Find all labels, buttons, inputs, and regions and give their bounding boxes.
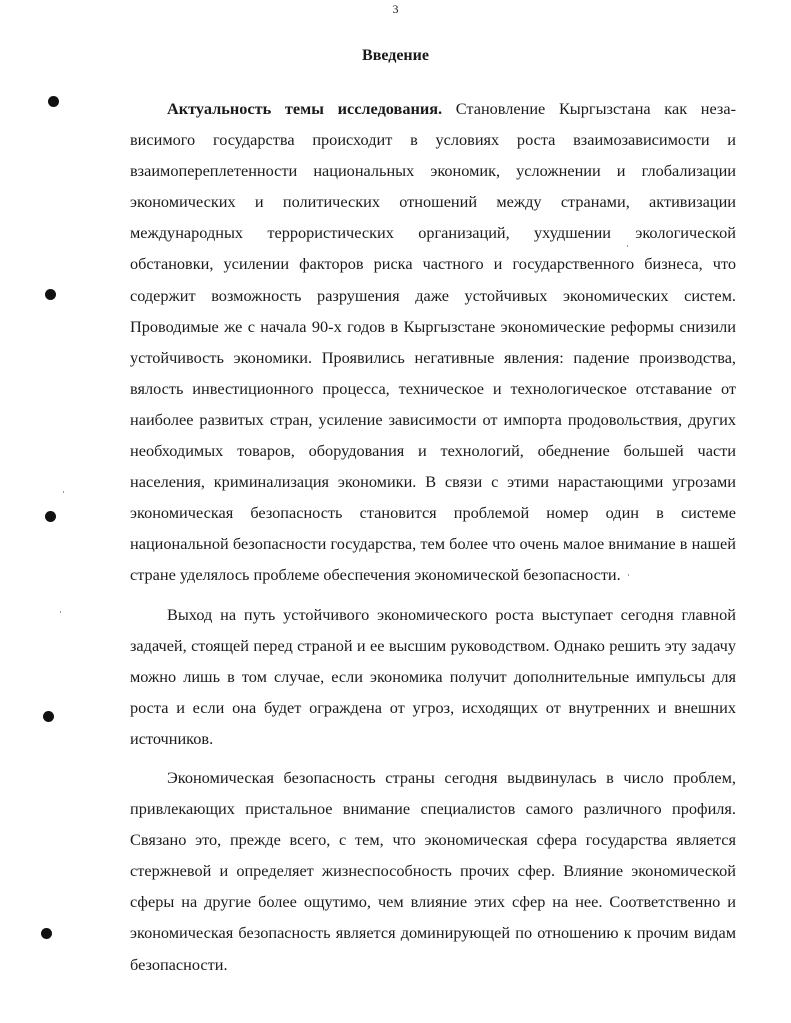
paragraph-text: Становление Кыргызстана как независимого государства происходит в условиях роста взаимозависимости и взаимопереплетенности национальных экономик, усложнении и глобализации экономических и политических отношений между странами, активизации международных террористических организаций, ухудшении экологической обстановки, усилении факторов риска частного и государственного бизнеса, что содержит возможность разрушения даже устойчивых экономических систем. Проводимые же с начала 90-х годов в Кыргызстане экономические реформы снизили устойчивость экономики. Проявились негативные явления: падение производства, вялость инвестиционного процесса, техническое и технологическое отставание от наиболее развитых стран, усиление зависимости от импорта продовольствия, других необходимых товаров, оборудования и технологий, обеднение большей части населения, криминализация экономики. В связи с этими нарастающими угрозами экономическая безопасность становится проблемой номер один в системе национальной безопасности государства, тем более что очень малое внимание в нашей стране уделялось проблеме обеспечения экономической безопасности.: [130, 99, 736, 585]
paragraph-text: Экономическая безопасность страны сегодня выдвинулась в число проблем, привлекающих пристальное внимание специалистов самого различного профиля. Связано это, прежде всего, с тем, что экономическая сфера государства является стержневой и определяет жизнеспособность прочих сфер. Влияние экономической сферы на другие более ощутимо, чем влияние этих сфер на нее. Соответственно и экономическая безопасность является доминирующей по отношению к прочим видам безопасности.: [130, 767, 736, 974]
paragraph-growth: [130, 599, 736, 754]
punch-hole-icon: [48, 96, 59, 107]
paragraph-text: Выход на путь устойчивого экономического роста выступает сегодня главной задачей, стоящей перед страной и ее высшим руководством. Однако решить эту задачу можно лишь в том случае, если экономика получит дополнительные импульсы для роста и если она будет ограждена от угроз, исходящих от внутренних и внешних источников.: [130, 604, 736, 748]
paragraph-relevance: [130, 93, 736, 591]
punch-hole-icon: [45, 289, 56, 300]
scan-speck: [60, 611, 61, 613]
paragraph-lead: Актуальность темы исследования.: [167, 99, 443, 118]
punch-hole-icon: [45, 511, 56, 522]
paragraph-economic-security: [130, 762, 736, 980]
page-number: 3: [392, 2, 399, 16]
document-body: [130, 93, 736, 980]
scan-speck: [628, 574, 629, 576]
punch-hole-icon: [41, 928, 52, 939]
page-title: Введение: [362, 47, 429, 64]
scan-speck: [627, 245, 628, 247]
scan-speck: [63, 491, 64, 493]
punch-hole-icon: [43, 711, 54, 722]
